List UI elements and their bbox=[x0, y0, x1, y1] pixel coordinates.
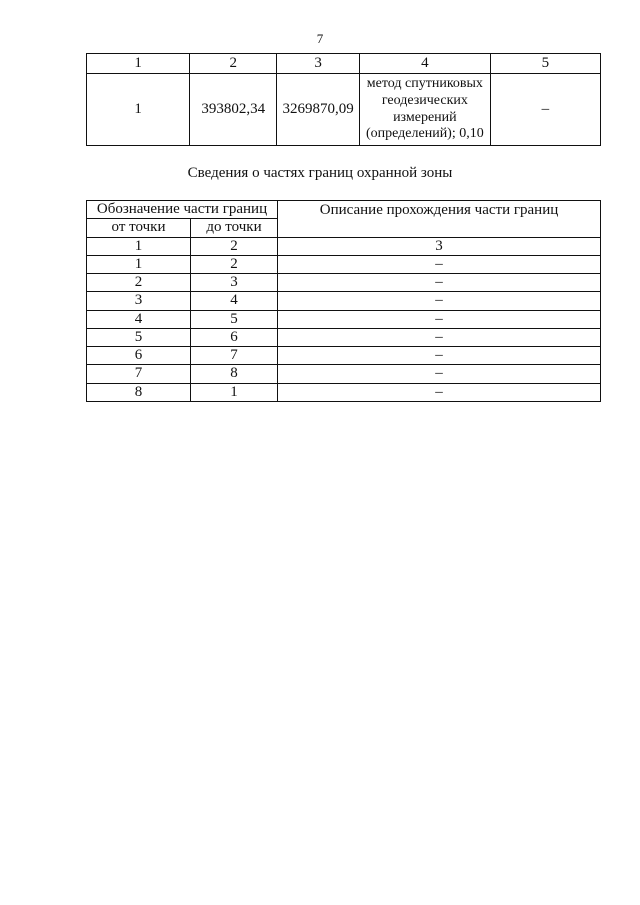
table-row bbox=[87, 347, 601, 365]
column-number-1: 1 bbox=[87, 237, 191, 255]
table-row bbox=[87, 255, 601, 273]
from-point-cell: 8 bbox=[87, 383, 191, 401]
parts-header-row bbox=[87, 201, 601, 219]
method-line: (определений); 0,10 bbox=[365, 126, 484, 142]
to-point-cell: 5 bbox=[191, 310, 278, 328]
from-point-cell: 1 bbox=[87, 255, 191, 273]
page-number: 7 bbox=[316, 31, 324, 46]
description-cell: – bbox=[278, 310, 601, 328]
to-point-header: до точки bbox=[191, 219, 278, 237]
coordinates-table bbox=[86, 53, 601, 146]
description-cell: – bbox=[278, 292, 601, 310]
column-number-3: 3 bbox=[277, 54, 360, 74]
section-title: Сведения о частях границ охранной зоны bbox=[187, 165, 453, 181]
designation-header: Обозначение части границ bbox=[87, 201, 278, 219]
to-point-cell: 1 bbox=[191, 383, 278, 401]
from-point-cell: 3 bbox=[87, 292, 191, 310]
note-cell: – bbox=[490, 74, 600, 146]
from-point-header: от точки bbox=[87, 219, 191, 237]
table-row bbox=[87, 383, 601, 401]
method-line: метод спутниковых bbox=[366, 75, 483, 91]
coordinates-table-row bbox=[87, 74, 601, 146]
column-number-3: 3 bbox=[278, 237, 601, 255]
to-point-cell: 6 bbox=[191, 328, 278, 346]
method-line: измерений bbox=[393, 109, 457, 125]
x-coordinate-cell: 393802,34 bbox=[190, 74, 277, 146]
description-cell: – bbox=[278, 255, 601, 273]
from-point-cell: 4 bbox=[87, 310, 191, 328]
parts-number-row bbox=[87, 237, 601, 255]
from-point-cell: 7 bbox=[87, 365, 191, 383]
description-cell: – bbox=[278, 328, 601, 346]
to-point-cell: 7 bbox=[191, 347, 278, 365]
method-line: геодезических bbox=[381, 92, 468, 108]
from-point-cell: 5 bbox=[87, 328, 191, 346]
point-number-cell: 1 bbox=[87, 74, 190, 146]
description-cell: – bbox=[278, 347, 601, 365]
description-header: Описание прохождения части границ bbox=[278, 201, 601, 238]
description-cell: – bbox=[278, 365, 601, 383]
table-row bbox=[87, 365, 601, 383]
from-point-cell: 2 bbox=[87, 274, 191, 292]
column-number-1: 1 bbox=[87, 54, 190, 74]
to-point-cell: 3 bbox=[191, 274, 278, 292]
table-row bbox=[87, 328, 601, 346]
table-row bbox=[87, 274, 601, 292]
description-cell: – bbox=[278, 274, 601, 292]
from-point-cell: 6 bbox=[87, 347, 191, 365]
table-row bbox=[87, 310, 601, 328]
column-number-4: 4 bbox=[360, 54, 491, 74]
coordinates-table-header-row bbox=[87, 54, 601, 74]
boundary-parts-table bbox=[86, 200, 601, 402]
y-coordinate-cell: 3269870,09 bbox=[277, 74, 360, 146]
column-number-2: 2 bbox=[191, 237, 278, 255]
to-point-cell: 2 bbox=[191, 255, 278, 273]
to-point-cell: 8 bbox=[191, 365, 278, 383]
column-number-2: 2 bbox=[190, 54, 277, 74]
table-row bbox=[87, 292, 601, 310]
column-number-5: 5 bbox=[490, 54, 600, 74]
description-cell: – bbox=[278, 383, 601, 401]
to-point-cell: 4 bbox=[191, 292, 278, 310]
method-cell bbox=[360, 74, 491, 146]
